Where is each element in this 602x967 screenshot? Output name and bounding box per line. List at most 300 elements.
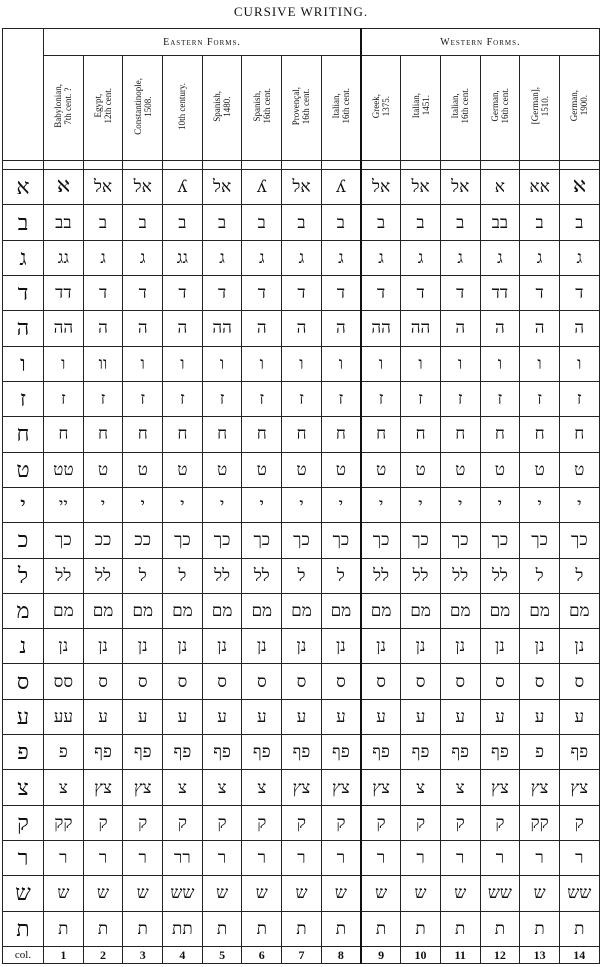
cursive-form: ד — [440, 276, 480, 311]
cursive-form: ט — [123, 452, 163, 487]
cursive-form: ו — [321, 346, 361, 381]
cursive-form: פף — [480, 735, 520, 770]
cursive-form: ח — [44, 417, 84, 452]
cursive-form: ר — [480, 841, 520, 876]
cursive-form: לל — [361, 558, 401, 593]
cursive-form: נן — [440, 629, 480, 664]
cursive-form: ח — [559, 417, 599, 452]
cursive-form: י — [401, 487, 441, 522]
column-header-label: Italian, 1451. — [410, 93, 431, 119]
cursive-form: ד — [163, 276, 203, 311]
letter-column-header — [3, 29, 44, 161]
cursive-form: עע — [44, 699, 84, 734]
cursive-form: י — [83, 487, 123, 522]
cursive-form: ט — [163, 452, 203, 487]
cursive-form: וו — [83, 346, 123, 381]
cursive-form: ע — [83, 699, 123, 734]
cursive-form: ג — [242, 240, 282, 275]
cursive-form: צ — [202, 770, 242, 805]
cursive-form: ג — [361, 240, 401, 275]
cursive-form: מם — [321, 593, 361, 628]
cursive-form: ג — [559, 240, 599, 275]
cursive-form: ת — [559, 911, 599, 946]
cursive-form: נן — [123, 629, 163, 664]
cursive-form: מם — [44, 593, 84, 628]
cursive-form: י — [480, 487, 520, 522]
cursive-form: ז — [83, 381, 123, 416]
cursive-form: ס — [520, 664, 560, 699]
cursive-form: ש — [83, 876, 123, 911]
cursive-form: נן — [282, 629, 322, 664]
hebrew-letter: א — [3, 170, 44, 205]
cursive-form: ק — [202, 805, 242, 840]
hebrew-letter: צ — [3, 770, 44, 805]
cursive-form: ט — [559, 452, 599, 487]
gap-cell — [321, 161, 361, 170]
cursive-form: מם — [282, 593, 322, 628]
letter-row — [3, 276, 600, 311]
letter-row — [3, 911, 600, 946]
cursive-form: צץ — [321, 770, 361, 805]
cursive-form: ו — [282, 346, 322, 381]
column-header-label: German, 16th cent. — [489, 88, 510, 124]
cursive-form: ג — [321, 240, 361, 275]
letter-row — [3, 558, 600, 593]
gap-cell — [123, 161, 163, 170]
cursive-form: ה — [480, 311, 520, 346]
cursive-form: צץ — [559, 770, 599, 805]
cursive-form: מם — [440, 593, 480, 628]
cursive-form: ד — [520, 276, 560, 311]
cursive-form: י — [242, 487, 282, 522]
cursive-form: ח — [163, 417, 203, 452]
cursive-form: ℵ — [559, 170, 599, 205]
column-number: 2 — [83, 947, 123, 964]
cursive-form: ד — [361, 276, 401, 311]
cursive-form: פף — [559, 735, 599, 770]
cursive-form: כך — [44, 523, 84, 558]
letter-rows — [3, 161, 600, 947]
cursive-form: מם — [83, 593, 123, 628]
cursive-form: י — [202, 487, 242, 522]
cursive-form: ב — [321, 205, 361, 240]
cursive-form: צץ — [480, 770, 520, 805]
cursive-form: רר — [163, 841, 203, 876]
cursive-form: ס — [202, 664, 242, 699]
cursive-form: ק — [83, 805, 123, 840]
cursive-form: אל — [83, 170, 123, 205]
cursive-form: ו — [480, 346, 520, 381]
hebrew-letter: ת — [3, 911, 44, 946]
column-number: 8 — [321, 947, 361, 964]
cursive-form: ט — [440, 452, 480, 487]
cursive-form: ט — [202, 452, 242, 487]
hebrew-letter: מ — [3, 593, 44, 628]
eastern-forms-header: Eastern Forms. — [44, 29, 362, 56]
cursive-form: ס — [242, 664, 282, 699]
column-header-label: [German], 1510. — [529, 87, 550, 125]
cursive-form: ב — [163, 205, 203, 240]
cursive-form: ט — [242, 452, 282, 487]
column-header — [163, 56, 203, 161]
cursive-form: ש — [401, 876, 441, 911]
cursive-form: ס — [361, 664, 401, 699]
cursive-form: צ — [401, 770, 441, 805]
cursive-form: ע — [163, 699, 203, 734]
gap-cell — [3, 161, 44, 170]
cursive-form: ח — [242, 417, 282, 452]
cursive-form: ס — [480, 664, 520, 699]
cursive-form: שש — [559, 876, 599, 911]
letter-row — [3, 805, 600, 840]
cursive-form: אל — [123, 170, 163, 205]
cursive-form: הה — [361, 311, 401, 346]
cursive-form: ש — [242, 876, 282, 911]
cursive-form: ס — [440, 664, 480, 699]
hebrew-letter: ע — [3, 699, 44, 734]
cursive-form: לל — [401, 558, 441, 593]
cursive-form: ט — [520, 452, 560, 487]
column-header — [123, 56, 163, 161]
cursive-form: לל — [202, 558, 242, 593]
cursive-form: ד — [401, 276, 441, 311]
column-header — [440, 56, 480, 161]
header-gap-row — [3, 161, 600, 170]
cursive-form: ו — [242, 346, 282, 381]
cursive-form: ת — [440, 911, 480, 946]
cursive-form: ר — [282, 841, 322, 876]
column-number: 6 — [242, 947, 282, 964]
cursive-writing-table — [2, 28, 600, 964]
cursive-form: לל — [242, 558, 282, 593]
hebrew-letter: ג — [3, 240, 44, 275]
cursive-form: מם — [202, 593, 242, 628]
letter-row — [3, 346, 600, 381]
cursive-form: ת — [83, 911, 123, 946]
column-header — [520, 56, 560, 161]
gap-cell — [83, 161, 123, 170]
cursive-form: ע — [520, 699, 560, 734]
cursive-form: ר — [321, 841, 361, 876]
cursive-form: כך — [520, 523, 560, 558]
column-number: 14 — [559, 947, 599, 964]
cursive-form: כך — [440, 523, 480, 558]
cursive-form: ה — [559, 311, 599, 346]
column-number: 3 — [123, 947, 163, 964]
cursive-form: צ — [242, 770, 282, 805]
cursive-form: ק — [559, 805, 599, 840]
cursive-form: צץ — [123, 770, 163, 805]
cursive-form: ט — [480, 452, 520, 487]
cursive-form: ל — [163, 558, 203, 593]
cursive-form: ר — [242, 841, 282, 876]
cursive-form: פ — [520, 735, 560, 770]
cursive-form: א — [480, 170, 520, 205]
cursive-form: ק — [242, 805, 282, 840]
cursive-form: ח — [202, 417, 242, 452]
cursive-form: ח — [321, 417, 361, 452]
column-header-label: Babylonian, 7th cent. ? — [53, 84, 74, 128]
cursive-form: ט — [321, 452, 361, 487]
column-header-label: German, 1900. — [569, 90, 590, 122]
cursive-form: הה — [401, 311, 441, 346]
letter-row — [3, 205, 600, 240]
cursive-form: ז — [44, 381, 84, 416]
cursive-form: פף — [242, 735, 282, 770]
column-number: 5 — [202, 947, 242, 964]
cursive-form: ת — [242, 911, 282, 946]
hebrew-letter: ב — [3, 205, 44, 240]
gap-cell — [480, 161, 520, 170]
cursive-form: ב — [361, 205, 401, 240]
cursive-form: ו — [401, 346, 441, 381]
column-header — [480, 56, 520, 161]
cursive-form: ק — [401, 805, 441, 840]
cursive-form: ככ — [83, 523, 123, 558]
cursive-form: ו — [163, 346, 203, 381]
cursive-form: ע — [440, 699, 480, 734]
cursive-form: ר — [559, 841, 599, 876]
cursive-form: ע — [202, 699, 242, 734]
cursive-form: יי — [44, 487, 84, 522]
cursive-form: ת — [520, 911, 560, 946]
cursive-form: לל — [83, 558, 123, 593]
cursive-form: דד — [44, 276, 84, 311]
cursive-form: ס — [163, 664, 203, 699]
gap-cell — [282, 161, 322, 170]
cursive-form: ו — [520, 346, 560, 381]
cursive-form: קק — [44, 805, 84, 840]
hebrew-letter: פ — [3, 735, 44, 770]
hebrew-letter: ד — [3, 276, 44, 311]
cursive-form: כך — [361, 523, 401, 558]
cursive-form: אל — [361, 170, 401, 205]
cursive-form: ח — [361, 417, 401, 452]
cursive-form: ה — [163, 311, 203, 346]
cursive-form: פף — [361, 735, 401, 770]
letter-row — [3, 841, 600, 876]
cursive-form: ת — [282, 911, 322, 946]
column-header — [401, 56, 441, 161]
cursive-form: ד — [202, 276, 242, 311]
letter-row — [3, 381, 600, 416]
letter-row — [3, 593, 600, 628]
page-title: CURSIVE WRITING. — [233, 4, 369, 19]
cursive-form: ג — [202, 240, 242, 275]
cursive-form: ל — [559, 558, 599, 593]
cursive-form: ז — [401, 381, 441, 416]
cursive-form: ס — [559, 664, 599, 699]
letter-row — [3, 629, 600, 664]
cursive-form: ק — [282, 805, 322, 840]
column-header — [559, 56, 599, 161]
letter-row — [3, 699, 600, 734]
gap-cell — [202, 161, 242, 170]
cursive-form: כך — [282, 523, 322, 558]
hebrew-letter: נ — [3, 629, 44, 664]
cursive-form: ר — [440, 841, 480, 876]
column-header — [44, 56, 84, 161]
cursive-form: אל — [202, 170, 242, 205]
column-number: 4 — [163, 947, 203, 964]
cursive-form: ס — [401, 664, 441, 699]
cursive-form: ג — [83, 240, 123, 275]
cursive-form: ג — [480, 240, 520, 275]
cursive-form: ס — [123, 664, 163, 699]
cursive-form: צ — [44, 770, 84, 805]
column-header — [282, 56, 322, 161]
letter-row — [3, 664, 600, 699]
cursive-form: ד — [242, 276, 282, 311]
letter-row — [3, 417, 600, 452]
cursive-form: ב — [401, 205, 441, 240]
letter-row — [3, 735, 600, 770]
cursive-form: מם — [480, 593, 520, 628]
cursive-form: י — [282, 487, 322, 522]
cursive-form: ק — [440, 805, 480, 840]
hebrew-letter: ש — [3, 876, 44, 911]
cursive-form: ע — [123, 699, 163, 734]
cursive-form: ככ — [123, 523, 163, 558]
cursive-form: ק — [361, 805, 401, 840]
cursive-form: ק — [480, 805, 520, 840]
cursive-form: ו — [44, 346, 84, 381]
cursive-form: צ — [163, 770, 203, 805]
cursive-form: ר — [520, 841, 560, 876]
letter-row — [3, 523, 600, 558]
cursive-form: כך — [321, 523, 361, 558]
cursive-form: ס — [321, 664, 361, 699]
cursive-form: ח — [401, 417, 441, 452]
cursive-form: גג — [163, 240, 203, 275]
cursive-form: ʎ — [163, 170, 203, 205]
column-header — [361, 56, 401, 161]
cursive-form: ע — [480, 699, 520, 734]
cursive-form: נן — [83, 629, 123, 664]
hebrew-letter: ס — [3, 664, 44, 699]
gap-cell — [44, 161, 84, 170]
cursive-form: ש — [361, 876, 401, 911]
cursive-form: כך — [163, 523, 203, 558]
cursive-form: ד — [83, 276, 123, 311]
cursive-form: ט — [282, 452, 322, 487]
cursive-form: ו — [440, 346, 480, 381]
column-header — [202, 56, 242, 161]
cursive-form: י — [163, 487, 203, 522]
column-header-label: Greek, 1375. — [371, 93, 392, 119]
column-header-row — [3, 56, 600, 161]
cursive-form: לל — [44, 558, 84, 593]
cursive-form: מם — [520, 593, 560, 628]
cursive-form: נן — [202, 629, 242, 664]
cursive-form: ב — [440, 205, 480, 240]
cursive-form: ז — [242, 381, 282, 416]
cursive-form: י — [123, 487, 163, 522]
cursive-form: ע — [321, 699, 361, 734]
cursive-form: ב — [83, 205, 123, 240]
cursive-form: ס — [282, 664, 322, 699]
cursive-form: ב — [520, 205, 560, 240]
cursive-form: ג — [123, 240, 163, 275]
cursive-form: ל — [123, 558, 163, 593]
cursive-form: ב — [282, 205, 322, 240]
cursive-form: ח — [123, 417, 163, 452]
cursive-form: כך — [559, 523, 599, 558]
cursive-form: ע — [401, 699, 441, 734]
cursive-form: סס — [44, 664, 84, 699]
column-number: 1 — [44, 947, 84, 964]
cursive-form: ℵ — [44, 170, 84, 205]
cursive-form: ר — [401, 841, 441, 876]
cursive-form: ח — [282, 417, 322, 452]
cursive-form: קק — [520, 805, 560, 840]
col-label: col. — [3, 947, 44, 964]
column-header-label: Constantinople, 1508. — [132, 77, 153, 135]
cursive-form: ר — [361, 841, 401, 876]
gap-cell — [163, 161, 203, 170]
cursive-form: פף — [282, 735, 322, 770]
cursive-form: צ — [440, 770, 480, 805]
column-header-label: Egypt, 12th cent. — [93, 88, 114, 124]
cursive-form: ג — [440, 240, 480, 275]
cursive-form: ד — [559, 276, 599, 311]
cursive-form: מם — [361, 593, 401, 628]
gap-cell — [361, 161, 401, 170]
cursive-form: ח — [480, 417, 520, 452]
hebrew-letter: י — [3, 487, 44, 522]
cursive-form: ז — [202, 381, 242, 416]
cursive-form: ר — [83, 841, 123, 876]
gap-cell — [520, 161, 560, 170]
cursive-form: י — [559, 487, 599, 522]
column-header — [321, 56, 361, 161]
cursive-form: ק — [321, 805, 361, 840]
cursive-form: ז — [440, 381, 480, 416]
cursive-form: פף — [321, 735, 361, 770]
cursive-form: ג — [401, 240, 441, 275]
gap-cell — [242, 161, 282, 170]
cursive-form: י — [321, 487, 361, 522]
column-header-label: Provençal, 16th cent. — [291, 86, 312, 126]
cursive-form: ת — [321, 911, 361, 946]
cursive-form: ת — [202, 911, 242, 946]
cursive-form: כך — [401, 523, 441, 558]
column-number: 11 — [440, 947, 480, 964]
cursive-form: ד — [282, 276, 322, 311]
cursive-form: ה — [321, 311, 361, 346]
column-header-label: Italian, 16th cent. — [330, 88, 351, 124]
cursive-form: נן — [163, 629, 203, 664]
column-number: 7 — [282, 947, 322, 964]
cursive-form: ג — [520, 240, 560, 275]
hebrew-letter: ז — [3, 381, 44, 416]
cursive-form: לל — [480, 558, 520, 593]
cursive-form: כך — [242, 523, 282, 558]
column-number: 13 — [520, 947, 560, 964]
cursive-form: שש — [163, 876, 203, 911]
cursive-form: ע — [559, 699, 599, 734]
cursive-form: ר — [123, 841, 163, 876]
cursive-form: ל — [321, 558, 361, 593]
cursive-form: פף — [440, 735, 480, 770]
cursive-form: מם — [123, 593, 163, 628]
western-forms-header: Western Forms. — [361, 29, 599, 56]
column-header-label: 10th century. — [177, 82, 188, 130]
cursive-form: ו — [202, 346, 242, 381]
cursive-form: אל — [282, 170, 322, 205]
letter-row — [3, 487, 600, 522]
letter-row — [3, 876, 600, 911]
